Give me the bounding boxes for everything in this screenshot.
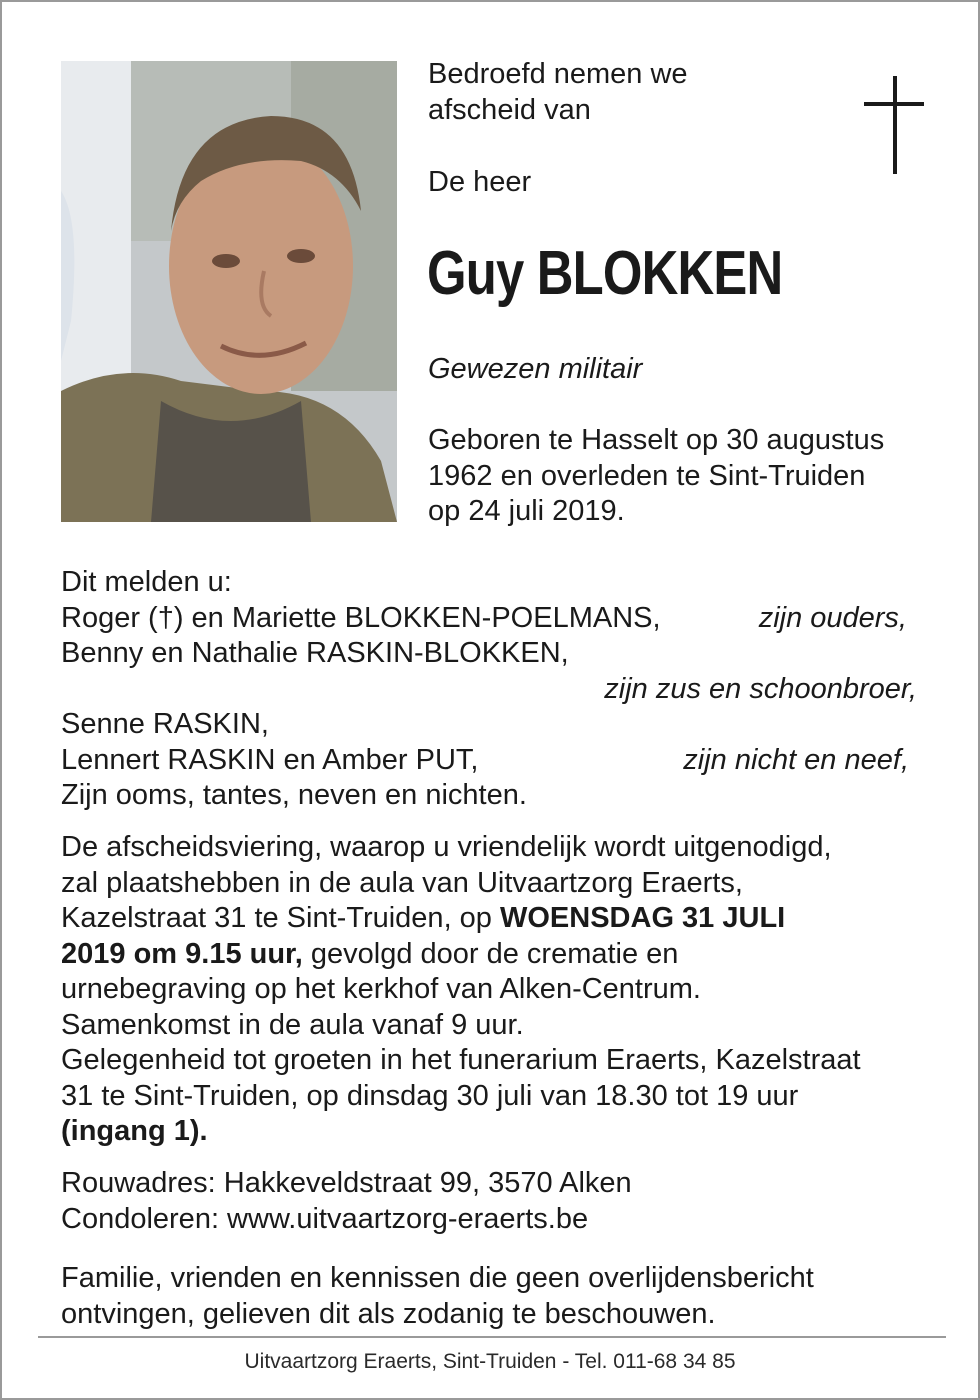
footer-funeral-home: Uitvaartzorg Eraerts, Sint-Truiden - Tel. 011-68 34 85	[244, 1350, 736, 1373]
title-prefix: De heer	[428, 166, 532, 198]
portrait-illustration	[61, 61, 397, 522]
occupation: Gewezen militair	[428, 353, 643, 385]
family-entry-relation-row	[61, 672, 917, 708]
family-list	[61, 565, 917, 814]
family-entry: Zijn ooms, tantes, neven en nichten.	[61, 779, 527, 811]
ceremony-details: De afscheidsviering, waarop u vriendelijk wordt uitgenodigd, zal plaatshebben in de aula van Uitvaartzorg Eraerts, Kazelstraat 31 te Sint-Truiden, op WOENSDAG 31 JULI 2019 om 9.15 uur, gevolgd door de crematie en urnebegraving op het kerkhof van Alken-Centrum. Samenkomst in de aula vanaf 9 uur. Gelegenheid tot groeten in het funerarium Eraerts, Kazelstraat 31 te Sint-Truiden, op dinsdag 30 juli van 18.30 tot 19 uur (ingang 1).	[61, 831, 861, 1147]
birth-death-text: Geboren te Hasselt op 30 augustus 1962 en overleden te Sint-Truiden op 24 juli 2019.	[428, 424, 885, 527]
mourning-address: Rouwadres: Hakkeveldstraat 99, 3570 Alken	[61, 1167, 632, 1199]
family-entry: Lennert RASKIN en Amber PUT, zijn nicht en neef,	[61, 743, 917, 779]
family-relation: zijn zus en schoonbroer,	[604, 672, 917, 705]
closing-notice: Familie, vrienden en kennissen die geen overlijdensbericht ontvingen, gelieven dit als zodanig te beschouwen.	[61, 1262, 814, 1330]
condolence-link[interactable]: Condoleren: www.uitvaartzorg-eraerts.be	[61, 1202, 589, 1235]
family-relation: zijn nicht en neef,	[683, 743, 909, 776]
address-block	[61, 1166, 632, 1237]
family-entry: Senne RASKIN,	[61, 708, 269, 740]
family-entry: Benny en Nathalie RASKIN-BLOKKEN,	[61, 637, 569, 669]
ceremony-date: WOENSDAG 31 JULI	[500, 902, 786, 934]
footer-divider	[38, 1336, 946, 1338]
deceased-name: Guy BLOKKEN	[427, 239, 783, 308]
portrait-photo	[61, 61, 397, 522]
entrance-note: (ingang 1).	[61, 1115, 208, 1147]
family-relation: zijn ouders,	[758, 601, 907, 634]
family-intro: Dit melden u:	[61, 566, 232, 598]
latin-cross-icon	[864, 76, 928, 174]
ceremony-time: 2019 om 9.15 uur,	[61, 937, 303, 970]
intro-text: Bedroefd nemen we afscheid van	[428, 58, 688, 126]
family-entry: Roger (†) en Mariette BLOKKEN-POELMANS, zijn ouders,	[61, 601, 917, 637]
